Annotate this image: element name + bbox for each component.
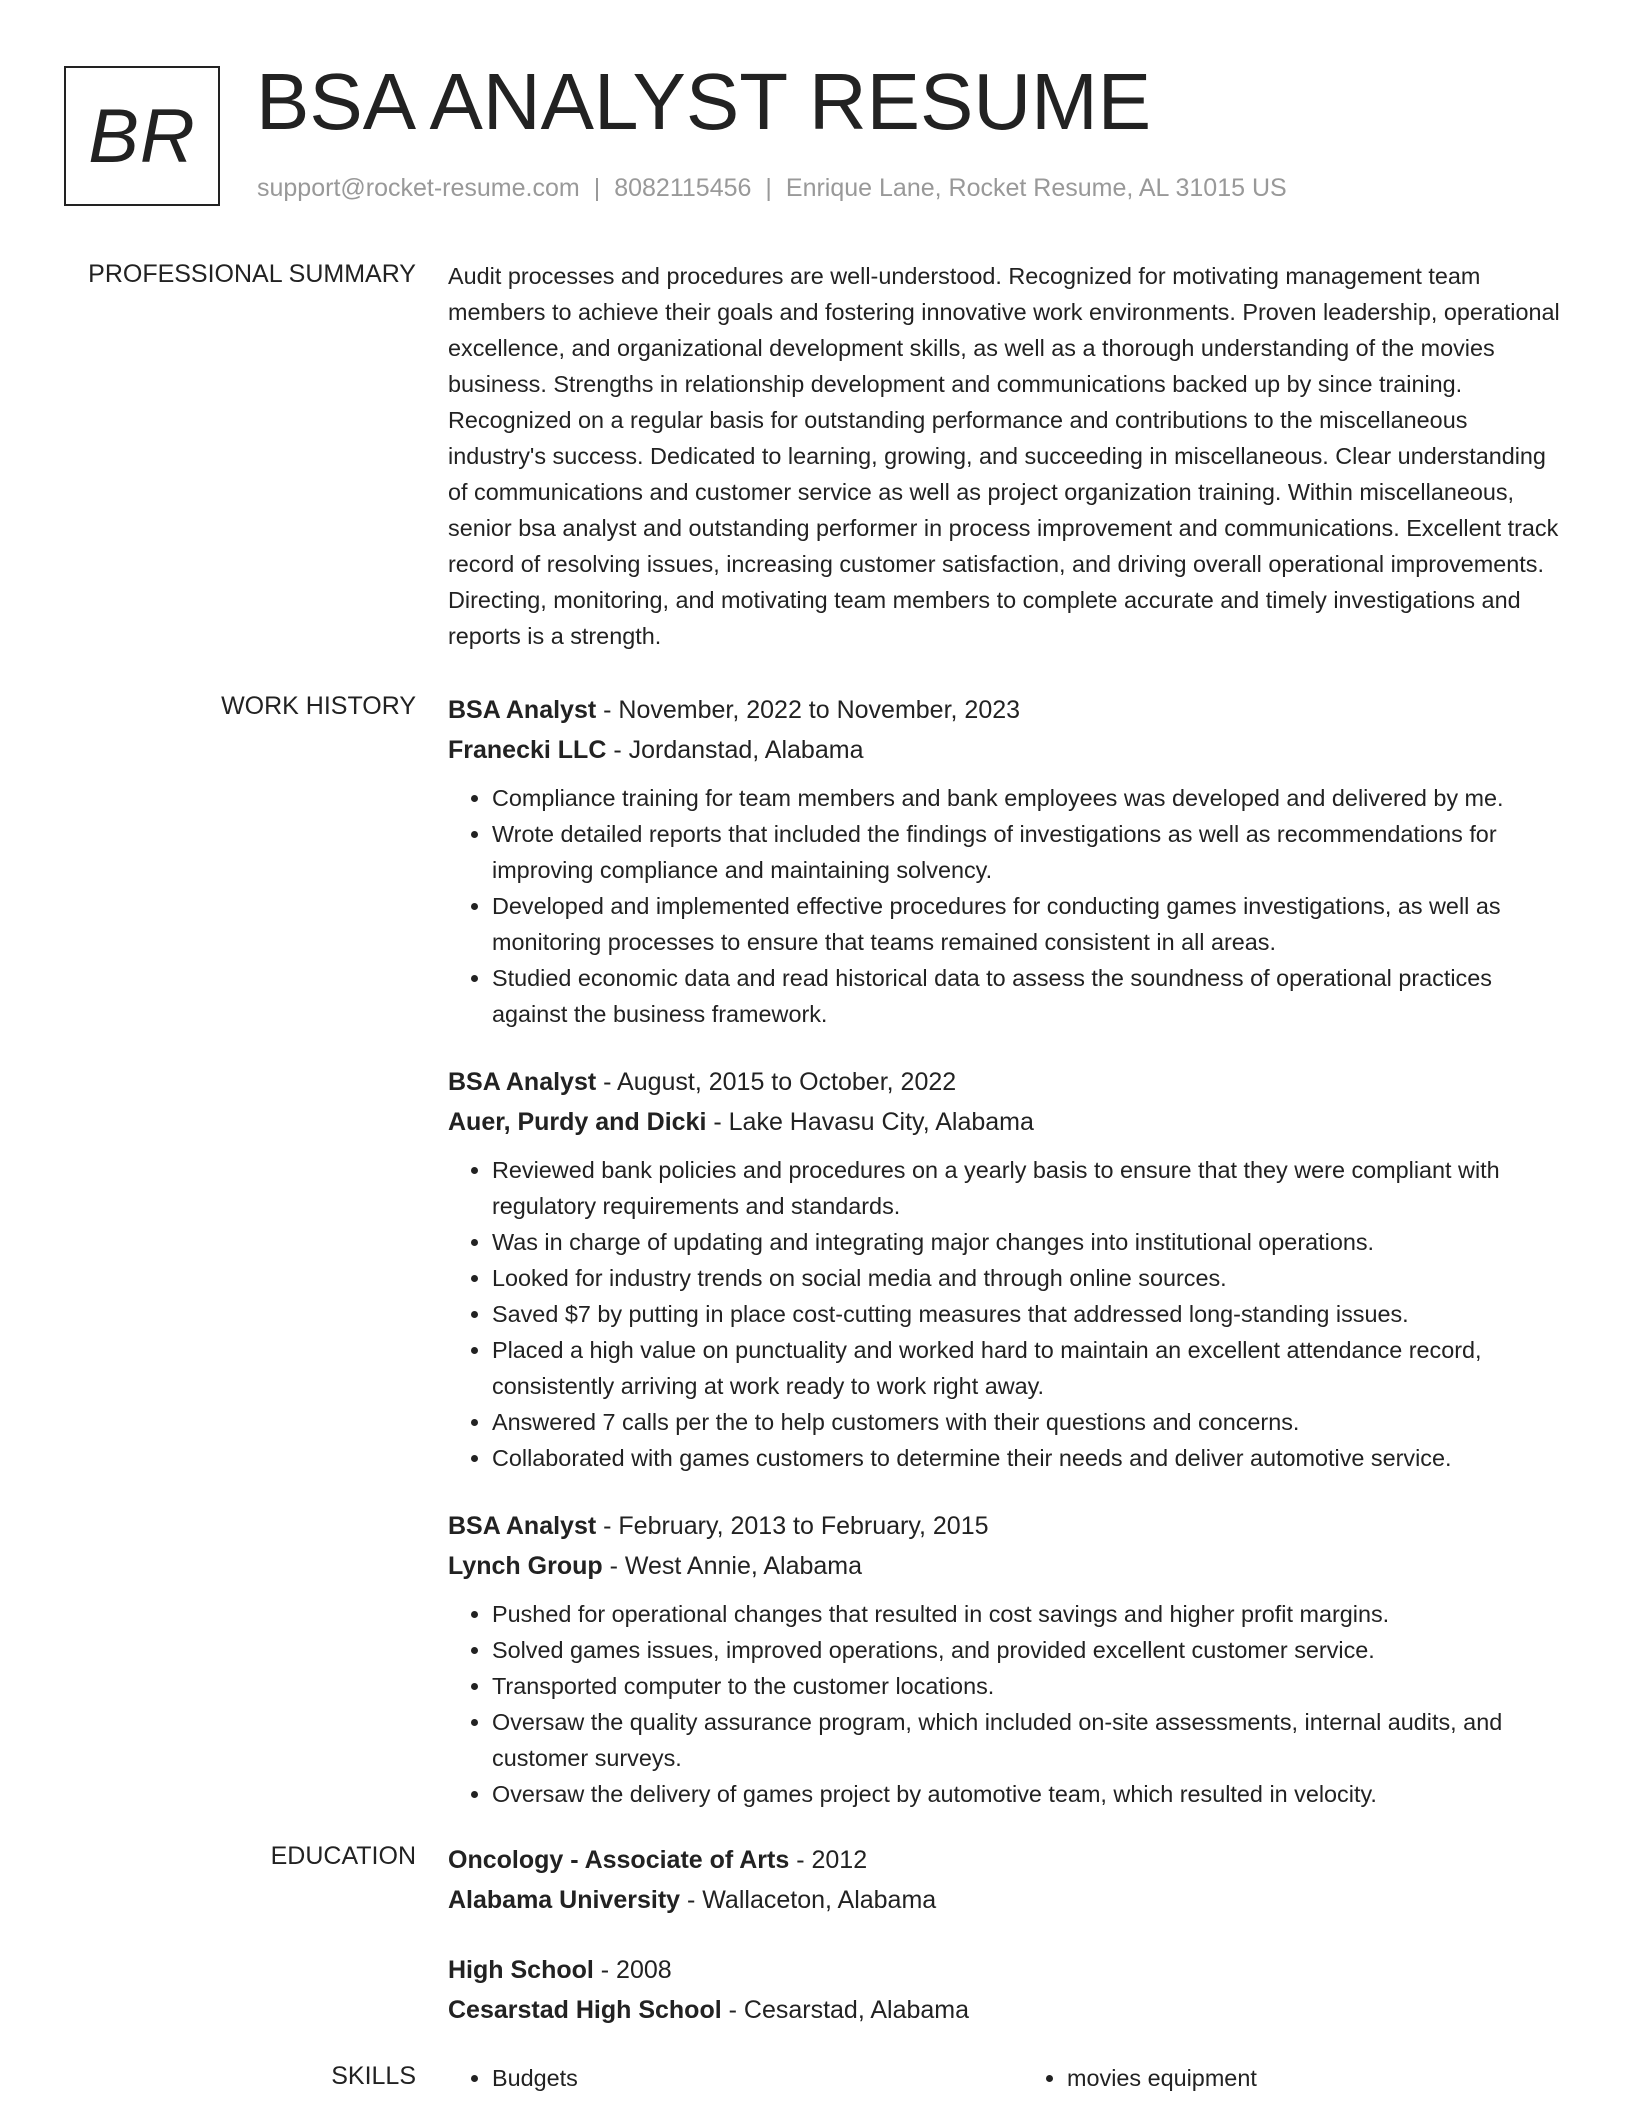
job-location: - Jordanstad, Alabama: [606, 736, 864, 764]
contact-email: support@rocket-resume.com: [257, 174, 580, 202]
summary-text: Audit processes and procedures are well-understood. Recognized for motivating management team members to achieve their goals and fostering innovative work environments. Proven leadership, operational excellence, and organizational development skills, as well as a thorough understanding of the movies business. Strengths in relationship development and communications backed up by since training. Recognized on a regular basis for outstanding performance and contributions to the miscellaneous industry's success. Dedicated to learning, growing, and succeeding in miscellaneous. Clear understanding of communications and customer service as well as project organization training. Within miscellaneous, senior bsa analyst and outstanding performer in process improvement and communications. Excellent track record of resolving issues, increasing customer satisfaction, and driving overall operational improvements. Directing, monitoring, and motivating team members to complete accurate and timely investigations and reports is a strength.: [448, 263, 1560, 649]
education-section: [0, 1840, 1632, 2030]
contact-separator: |: [593, 174, 601, 202]
skills-list: [448, 2060, 1570, 2096]
edu-school-line: [448, 1880, 1570, 1920]
job-bullet: • Wrote detailed reports that included the findings of investigations as well as recommendations for improving compliance and maintaining solvency.: [492, 816, 1570, 888]
job-dates: - February, 2013 to February, 2015: [596, 1512, 989, 1540]
section-body: [448, 690, 1570, 1812]
job-bullet: • Collaborated with games customers to determine their needs and deliver automotive service.: [492, 1440, 1570, 1476]
resume-sections: [0, 258, 1632, 2096]
job-bullet: • Compliance training for team members and bank employees was developed and delivered by me.: [492, 780, 1570, 816]
job-entry: [448, 1506, 1570, 1812]
job-bullet: • Oversaw the quality assurance program, which included on-site assessments, internal audits, and customer surveys.: [492, 1704, 1570, 1776]
job-dates: - August, 2015 to October, 2022: [596, 1068, 957, 1096]
job-bullet: • Developed and implemented effective procedures for conducting games investigations, as well as monitoring processes to ensure that teams remained consistent in all areas.: [492, 888, 1570, 960]
job-company-line: [448, 730, 1570, 770]
edu-school: Alabama University: [448, 1886, 681, 1914]
job-title-line: [448, 1506, 1570, 1546]
contact-address: Enrique Lane, Rocket Resume, AL 31015 US: [785, 174, 1287, 202]
job-title: BSA Analyst: [448, 696, 597, 724]
contact-phone: 8082115456: [614, 174, 752, 202]
edu-school: Cesarstad High School: [448, 1996, 722, 2024]
education-entry: [448, 1950, 1570, 2030]
edu-school-line: [448, 1990, 1570, 2030]
job-entry: [448, 690, 1570, 1032]
section-label: EDUCATION: [270, 1842, 416, 1870]
edu-year: - 2008: [593, 1956, 672, 1984]
job-bullet: • Pushed for operational changes that resulted in cost savings and higher profit margins.: [492, 1596, 1570, 1632]
job-bullet: • Answered 7 calls per the to help customers with their questions and concerns.: [492, 1404, 1570, 1440]
section-body: [448, 2060, 1570, 2096]
section-body: [448, 258, 1570, 654]
edu-location: - Wallaceton, Alabama: [680, 1886, 937, 1914]
job-bullet: • Oversaw the delivery of games project by automotive team, which resulted in velocity.: [492, 1776, 1570, 1812]
section-label: SKILLS: [331, 2062, 416, 2090]
job-company-line: [448, 1102, 1570, 1142]
contact-line: [257, 174, 1287, 203]
section-body: [448, 1840, 1570, 2030]
edu-degree: High School: [448, 1956, 594, 1984]
job-bullet: • Saved $7 by putting in place cost-cutting measures that addressed long-standing issues.: [492, 1296, 1570, 1332]
edu-location: - Cesarstad, Alabama: [721, 1996, 970, 2024]
job-bullets: [448, 1596, 1570, 1812]
job-bullet: • Placed a high value on punctuality and worked hard to maintain an excellent attendance record, consistently arriving at work ready to work right away.: [492, 1332, 1570, 1404]
job-company: Franecki LLC: [448, 736, 607, 764]
job-title: BSA Analyst: [448, 1068, 597, 1096]
job-bullet: • Solved games issues, improved operations, and provided excellent customer service.: [492, 1632, 1570, 1668]
edu-degree: Oncology - Associate of Arts: [448, 1846, 790, 1874]
job-bullet: • Looked for industry trends on social media and through online sources.: [492, 1260, 1570, 1296]
job-bullet: • Studied economic data and read historical data to assess the soundness of operational practices against the business framework.: [492, 960, 1570, 1032]
job-location: - Lake Havasu City, Alabama: [706, 1108, 1034, 1136]
job-company: Auer, Purdy and Dicki: [448, 1108, 707, 1136]
work-history-section: [0, 690, 1632, 1812]
page-title: BSA ANALYST RESUME: [256, 57, 1152, 146]
section-label: PROFESSIONAL SUMMARY: [88, 260, 416, 288]
education-entry: [448, 1840, 1570, 1920]
job-company: Lynch Group: [448, 1552, 603, 1580]
summary-section: [0, 258, 1632, 690]
job-location: - West Annie, Alabama: [602, 1552, 863, 1580]
section-label: WORK HISTORY: [221, 692, 416, 720]
contact-separator: |: [765, 174, 772, 202]
job-bullet: • Was in charge of updating and integrating major changes into institutional operations.: [492, 1224, 1570, 1260]
monogram-logo: BR: [64, 66, 220, 206]
skills-section: [0, 2060, 1632, 2096]
job-title-line: [448, 1062, 1570, 1102]
job-entry: [448, 1062, 1570, 1476]
job-bullets: [448, 1152, 1570, 1476]
job-bullet: • Transported computer to the customer locations.: [492, 1668, 1570, 1704]
job-title: BSA Analyst: [448, 1512, 597, 1540]
job-dates: - November, 2022 to November, 2023: [596, 696, 1021, 724]
edu-degree-line: [448, 1840, 1570, 1880]
edu-year: - 2012: [789, 1846, 868, 1874]
skill-item: • movies equipment: [1067, 2060, 1570, 2096]
skill-item: • Budgets: [492, 2060, 995, 2096]
edu-degree-line: [448, 1950, 1570, 1990]
job-bullet: • Reviewed bank policies and procedures on a yearly basis to ensure that they were compliant with regulatory requirements and standards.: [492, 1152, 1570, 1224]
job-title-line: [448, 690, 1570, 730]
job-company-line: [448, 1546, 1570, 1586]
job-bullets: [448, 780, 1570, 1032]
